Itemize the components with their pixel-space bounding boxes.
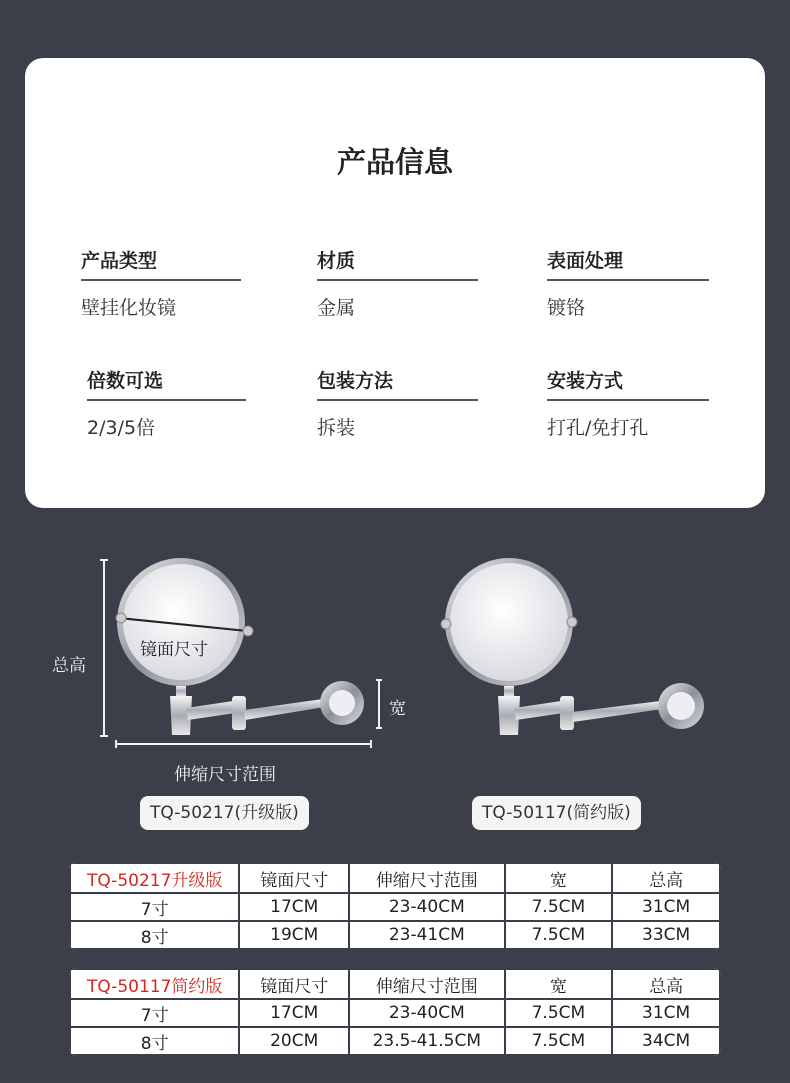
attr-product-type bbox=[81, 246, 241, 320]
table-cell: 7.5CM bbox=[505, 1027, 613, 1055]
table-cell: 8寸 bbox=[70, 1027, 239, 1055]
attr-material bbox=[317, 246, 478, 320]
attr-surface bbox=[547, 246, 709, 320]
table-row bbox=[70, 893, 720, 921]
table-header-cell: 总高 bbox=[612, 863, 720, 893]
mirror-illustration bbox=[0, 540, 790, 840]
table-header-cell: 镜面尺寸 bbox=[239, 863, 349, 893]
table-cell: 8寸 bbox=[70, 921, 239, 949]
product-info-card bbox=[25, 58, 765, 508]
table-row bbox=[70, 999, 720, 1027]
table-cell: 23-40CM bbox=[349, 893, 504, 921]
attr-packaging bbox=[317, 366, 478, 440]
extend-range-label: 伸缩尺寸范围 bbox=[174, 765, 276, 785]
table-cell: 31CM bbox=[612, 893, 720, 921]
table-cell: 23-41CM bbox=[349, 921, 504, 949]
mirror-b bbox=[441, 558, 704, 735]
table-cell: 19CM bbox=[239, 921, 349, 949]
table-cell: 7.5CM bbox=[505, 999, 613, 1027]
table-header-row bbox=[70, 863, 720, 893]
attr-value: 打孔/免打孔 bbox=[547, 417, 649, 439]
attr-label: 倍数可选 bbox=[87, 366, 246, 401]
spec-table-a bbox=[69, 862, 721, 950]
table-cell: 7.5CM bbox=[505, 921, 613, 949]
table-cell: 20CM bbox=[239, 1027, 349, 1055]
table-cell: 23-40CM bbox=[349, 999, 505, 1027]
table-header-cell: 镜面尺寸 bbox=[239, 969, 349, 999]
attr-magnification bbox=[87, 366, 246, 440]
table-cell: 17CM bbox=[239, 999, 349, 1027]
attr-value: 金属 bbox=[317, 297, 356, 319]
table-header-cell: 总高 bbox=[612, 969, 720, 999]
attr-label: 产品类型 bbox=[81, 246, 241, 281]
table-cell: 23.5-41.5CM bbox=[349, 1027, 505, 1055]
table-model-cell: TQ-50117简约版 bbox=[70, 969, 239, 999]
model-a-badge: TQ-50217(升级版) bbox=[140, 796, 309, 830]
attr-value: 镀铬 bbox=[547, 297, 586, 319]
table-cell: 33CM bbox=[612, 921, 720, 949]
model-b-badge: TQ-50117(简约版) bbox=[472, 796, 641, 830]
table-cell: 17CM bbox=[239, 893, 349, 921]
width-label: 宽 bbox=[389, 699, 406, 719]
attr-installation bbox=[547, 366, 709, 440]
table-cell: 31CM bbox=[612, 999, 720, 1027]
table-cell: 34CM bbox=[612, 1027, 720, 1055]
attr-label: 表面处理 bbox=[547, 246, 709, 281]
table-header-cell: 宽 bbox=[505, 863, 613, 893]
table-header-row bbox=[70, 969, 720, 999]
attr-value: 壁挂化妆镜 bbox=[81, 297, 177, 319]
table-model-cell: TQ-50217升级版 bbox=[70, 863, 239, 893]
table-header-cell: 伸缩尺寸范围 bbox=[349, 863, 504, 893]
table-cell: 7寸 bbox=[70, 999, 239, 1027]
table-row bbox=[70, 1027, 720, 1055]
table-row bbox=[70, 921, 720, 949]
total-height-label: 总高 bbox=[52, 656, 86, 676]
table-cell: 7寸 bbox=[70, 893, 239, 921]
attr-value: 拆装 bbox=[317, 417, 356, 439]
attr-label: 包装方法 bbox=[317, 366, 478, 401]
product-diagram bbox=[0, 540, 790, 840]
attr-value: 2/3/5倍 bbox=[87, 417, 156, 439]
table-header-cell: 伸缩尺寸范围 bbox=[349, 969, 505, 999]
spec-table-b bbox=[69, 968, 721, 1056]
attr-label: 安装方式 bbox=[547, 366, 709, 401]
table-cell: 7.5CM bbox=[505, 893, 613, 921]
mirror-size-label: 镜面尺寸 bbox=[140, 640, 208, 660]
card-title: 产品信息 bbox=[336, 145, 453, 179]
attr-label: 材质 bbox=[317, 246, 478, 281]
table-header-cell: 宽 bbox=[505, 969, 613, 999]
